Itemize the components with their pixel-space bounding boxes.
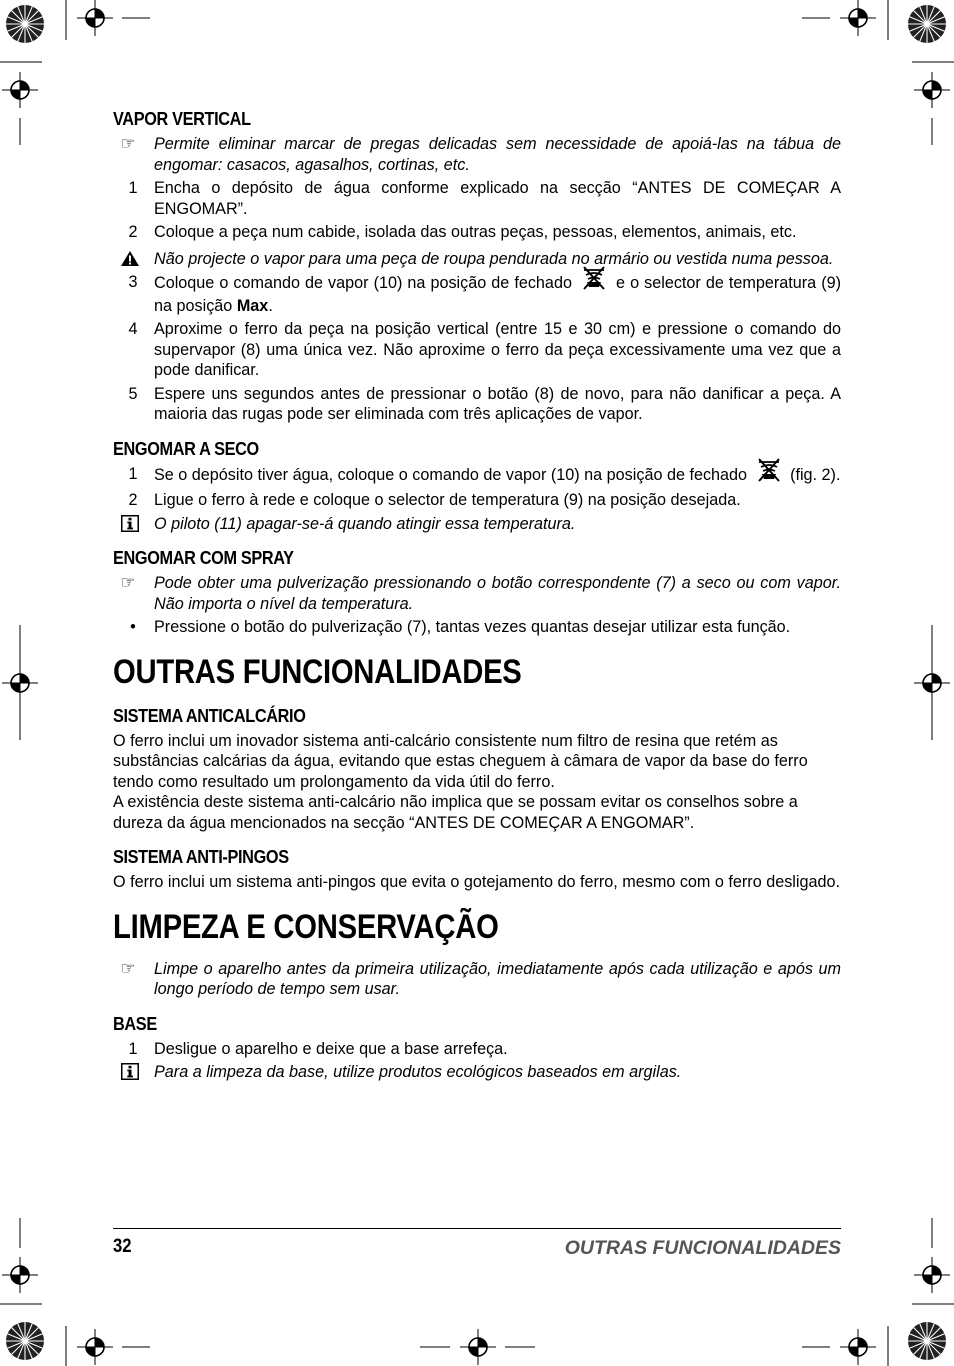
step-number: 5 <box>128 384 138 403</box>
step-number: 1 <box>128 179 138 197</box>
pointing-hand-icon: ☞ <box>120 958 136 978</box>
section-title-anticalcario: SISTEMA ANTICALCÁRIO <box>113 704 306 726</box>
pointing-hand-icon: ☞ <box>120 573 136 592</box>
footer-divider <box>113 1228 841 1229</box>
info-text: O piloto (11) apagar-se-á quando atingir essa temperatura. <box>154 514 576 533</box>
step-number: 4 <box>128 320 138 338</box>
step-number: 3 <box>128 273 138 291</box>
step-number: 1 <box>128 464 138 483</box>
warning-text: Não projecte o vapor para uma peça de roupa pendurada no armário ou vestida numa pessoa. <box>154 249 834 268</box>
page-number: 32 <box>113 1236 132 1257</box>
step-item <box>113 490 841 511</box>
step-text: Desligue o aparelho e deixe que a base arrefeça. <box>154 1039 508 1058</box>
step-text <box>154 466 840 484</box>
chapter-title-outras: OUTRAS FUNCIONALIDADES <box>113 652 522 691</box>
info-note <box>113 514 841 535</box>
step-text: Coloque a peça num cabide, isolada das outras peças, pessoas, elementos, animais, etc. <box>154 223 797 241</box>
step-text-part: (fig. 2). <box>790 465 841 484</box>
note-text: Permite eliminar marcar de pregas delicadas sem necessidade de apoiá-las na tábua de engomar: casacos, agasalhos, cortinas, etc. <box>154 135 841 174</box>
step-number: 2 <box>128 491 138 509</box>
step-text: Aproxime o ferro da peça na posição vertical (entre 15 e 30 cm) e pressione o comando do supervapor (8) uma única vez. Não aproxime o ferro da peça excessivamente uma vez que a pode danificar. <box>154 320 841 379</box>
step-text-part: . <box>268 296 273 315</box>
bullet-text: Pressione o botão do pulverização (7), tantas vezes quantas desejar utilizar esta função. <box>154 618 791 636</box>
corner-star-top-right <box>908 5 946 43</box>
step-item <box>113 384 841 425</box>
section-title-base: BASE <box>113 1012 157 1034</box>
step-number: 1 <box>128 1039 138 1058</box>
section-title-engomar-spray: ENGOMAR COM SPRAY <box>113 547 294 568</box>
step-number: 2 <box>128 223 138 241</box>
step-text-part: e o selector de temperatura (9) na posição <box>154 274 841 315</box>
paragraph-antipingos: O ferro inclui um sistema anti-pingos que evita o gotejamento do ferro, mesmo com o ferro desligado. <box>113 873 840 891</box>
info-icon <box>121 1063 139 1080</box>
section-title-engomar-seco: ENGOMAR A SECO <box>113 437 259 459</box>
bullet-item <box>113 617 841 638</box>
step-text-part: Se o depósito tiver água, coloque o comando de vapor (10) na posição de fechado <box>154 465 748 484</box>
footer-section-title: OUTRAS FUNCIONALIDADES <box>564 1237 841 1259</box>
step-item <box>113 464 841 488</box>
note-vapor-vertical <box>113 134 841 175</box>
warning-note <box>113 249 841 270</box>
step-item <box>113 178 841 219</box>
info-note <box>113 1062 841 1083</box>
info-text: Para a limpeza da base, utilize produtos ecológicos baseados em argilas. <box>154 1063 682 1081</box>
step-item <box>113 272 841 316</box>
step-text: Ligue o ferro à rede e coloque o selector de temperatura (9) na posição desejada. <box>154 491 741 509</box>
paragraph-anticalcario-1: O ferro inclui um inovador sistema anti-calcário consistente num filtro de resina que retém as substâncias calcárias da água, evitando que estas cheguem à câmara de vapor da base do ferro tendo como resultado um prolongamento da vida útil do ferro. <box>113 731 808 791</box>
step-text-part: Coloque o comando de vapor (10) na posição de fechado <box>154 274 572 293</box>
corner-star-bottom-right <box>908 1322 946 1360</box>
note-text: Limpe o aparelho antes da primeira utilização, imediatamente após cada utilização e após um longo período de tempo sem usar. <box>154 959 841 998</box>
paragraph-anticalcario-2: A existência deste sistema anti-calcário não implica que se possam evitar os conselhos sobre a dureza da água mencionados na secção “ANTES DE COMEÇAR A ENGOMAR”. <box>113 793 798 832</box>
chapter-title-limpeza: LIMPEZA E CONSERVAÇÃO <box>113 907 499 946</box>
step-text <box>154 274 841 314</box>
pointing-hand-icon: ☞ <box>120 134 136 153</box>
section-title-antipingos: SISTEMA ANTI-PINGOS <box>113 846 289 867</box>
steam-off-icon <box>581 266 607 296</box>
bullet-marker: • <box>130 618 136 636</box>
section-title-vapor-vertical: VAPOR VERTICAL <box>113 108 251 129</box>
corner-star-top-left <box>6 5 44 43</box>
page-content <box>113 107 841 1083</box>
warning-triangle-icon <box>120 250 140 267</box>
step-text-bold: Max <box>236 296 269 315</box>
note-text: Pode obter uma pulverização pressionando o botão correspondente (7) a seco ou com vapor. Não importa o nível da temperatura. <box>154 574 841 613</box>
step-item <box>113 319 841 381</box>
corner-star-bottom-left <box>6 1322 44 1360</box>
step-item <box>113 1039 841 1060</box>
step-item <box>113 222 841 243</box>
info-icon <box>121 515 139 532</box>
note-limpeza <box>113 959 841 1000</box>
steam-off-icon <box>756 458 782 488</box>
note-engomar-spray <box>113 573 841 614</box>
step-text: Encha o depósito de água conforme explicado na secção “ANTES DE COMEÇAR A ENGOMAR”. <box>154 179 841 218</box>
step-text: Espere uns segundos antes de pressionar o botão (8) de novo, para não danificar a peça. A maioria das rugas pode ser eliminada com três aplicações de vapor. <box>154 384 841 423</box>
